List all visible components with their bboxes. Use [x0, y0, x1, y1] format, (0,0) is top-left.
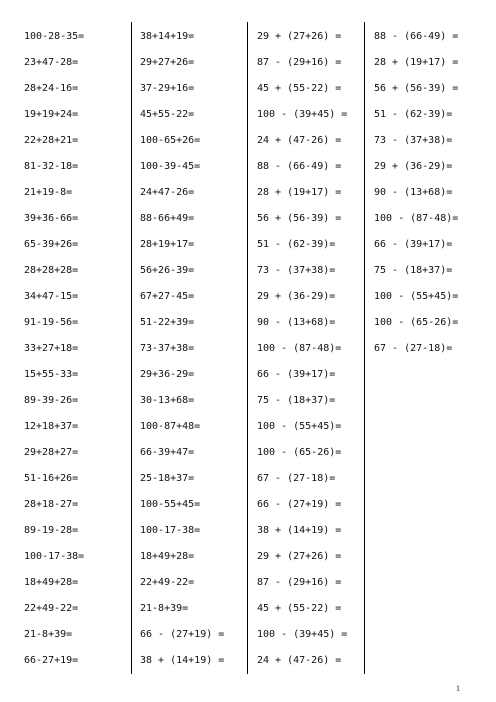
arithmetic-problem: 28+24-16=: [24, 83, 79, 94]
arithmetic-problem: 100 - (65-26)=: [374, 317, 459, 328]
arithmetic-problem: 51 - (62-39)=: [374, 109, 453, 120]
arithmetic-problem: 100-17-38=: [24, 551, 85, 562]
arithmetic-problem: 87 - (29+16) =: [257, 577, 342, 588]
problem-column-1: [24, 24, 84, 674]
arithmetic-problem: 29+28+27=: [24, 447, 79, 458]
arithmetic-problem: 12+18+37=: [24, 421, 79, 432]
arithmetic-problem: 51 - (62-39)=: [257, 239, 336, 250]
arithmetic-problem: 66-39+47=: [140, 447, 195, 458]
arithmetic-problem: 28+28+28=: [24, 265, 79, 276]
arithmetic-problem: 28+18-27=: [24, 499, 79, 510]
arithmetic-problem: 38+14+19=: [140, 31, 195, 42]
arithmetic-problem: 66 - (39+17)=: [257, 369, 336, 380]
arithmetic-problem: 66 - (39+17)=: [374, 239, 453, 250]
arithmetic-problem: 33+27+18=: [24, 343, 79, 354]
arithmetic-problem: 51-16+26=: [24, 473, 79, 484]
problem-column-4: [374, 24, 458, 362]
arithmetic-problem: 100 - (39+45) =: [257, 109, 348, 120]
arithmetic-problem: 15+55-33=: [24, 369, 79, 380]
arithmetic-problem: 24+47-26=: [140, 187, 195, 198]
arithmetic-problem: 45 + (55-22) =: [257, 83, 342, 94]
page-number: 1: [456, 684, 460, 693]
arithmetic-problem: 29 + (27+26) =: [257, 551, 342, 562]
arithmetic-problem: 100-17-38=: [140, 525, 201, 536]
arithmetic-problem: 66 - (27+19) =: [140, 629, 225, 640]
arithmetic-problem: 67+27-45=: [140, 291, 195, 302]
arithmetic-problem: 24 + (47-26) =: [257, 655, 342, 666]
arithmetic-problem: 39+36-66=: [24, 213, 79, 224]
arithmetic-problem: 100 - (65-26)=: [257, 447, 342, 458]
arithmetic-problem: 23+47-28=: [24, 57, 79, 68]
arithmetic-problem: 100 - (87-48)=: [374, 213, 459, 224]
arithmetic-problem: 28 + (19+17) =: [257, 187, 342, 198]
arithmetic-problem: 90 - (13+68)=: [374, 187, 453, 198]
arithmetic-problem: 34+47-15=: [24, 291, 79, 302]
arithmetic-problem: 29 + (27+26) =: [257, 31, 342, 42]
arithmetic-problem: 100-87+48=: [140, 421, 201, 432]
arithmetic-problem: 67 - (27-18)=: [257, 473, 336, 484]
arithmetic-problem: 91-19-56=: [24, 317, 79, 328]
arithmetic-problem: 73-37+38=: [140, 343, 195, 354]
arithmetic-problem: 38 + (14+19) =: [140, 655, 225, 666]
arithmetic-problem: 30-13+68=: [140, 395, 195, 406]
arithmetic-problem: 51-22+39=: [140, 317, 195, 328]
arithmetic-problem: 56 + (56-39) =: [374, 83, 459, 94]
arithmetic-problem: 73 - (37+38)=: [374, 135, 453, 146]
arithmetic-problem: 100-65+26=: [140, 135, 201, 146]
column-divider: [247, 22, 248, 674]
arithmetic-problem: 29 + (36-29)=: [257, 291, 336, 302]
arithmetic-problem: 38 + (14+19) =: [257, 525, 342, 536]
arithmetic-problem: 21-8+39=: [24, 629, 73, 640]
arithmetic-problem: 81-32-18=: [24, 161, 79, 172]
arithmetic-problem: 18+49+28=: [24, 577, 79, 588]
arithmetic-problem: 22+49-22=: [140, 577, 195, 588]
column-divider: [131, 22, 132, 674]
arithmetic-problem: 100 - (87-48)=: [257, 343, 342, 354]
arithmetic-problem: 73 - (37+38)=: [257, 265, 336, 276]
arithmetic-problem: 28 + (19+17) =: [374, 57, 459, 68]
arithmetic-problem: 56+26-39=: [140, 265, 195, 276]
arithmetic-problem: 89-19-28=: [24, 525, 79, 536]
arithmetic-problem: 29+36-29=: [140, 369, 195, 380]
arithmetic-problem: 22+28+21=: [24, 135, 79, 146]
arithmetic-problem: 56 + (56-39) =: [257, 213, 342, 224]
arithmetic-problem: 100 - (55+45)=: [374, 291, 459, 302]
arithmetic-problem: 66-27+19=: [24, 655, 79, 666]
arithmetic-problem: 45 + (55-22) =: [257, 603, 342, 614]
arithmetic-problem: 19+19+24=: [24, 109, 79, 120]
arithmetic-problem: 88 - (66-49) =: [374, 31, 459, 42]
arithmetic-problem: 65-39+26=: [24, 239, 79, 250]
arithmetic-problem: 45+55-22=: [140, 109, 195, 120]
arithmetic-problem: 100 - (55+45)=: [257, 421, 342, 432]
arithmetic-problem: 100-39-45=: [140, 161, 201, 172]
arithmetic-problem: 100 - (39+45) =: [257, 629, 348, 640]
arithmetic-problem: 25-18+37=: [140, 473, 195, 484]
arithmetic-problem: 21+19-8=: [24, 187, 73, 198]
arithmetic-problem: 87 - (29+16) =: [257, 57, 342, 68]
arithmetic-problem: 18+49+28=: [140, 551, 195, 562]
arithmetic-problem: 88-66+49=: [140, 213, 195, 224]
arithmetic-problem: 66 - (27+19) =: [257, 499, 342, 510]
arithmetic-problem: 90 - (13+68)=: [257, 317, 336, 328]
arithmetic-problem: 29 + (36-29)=: [374, 161, 453, 172]
arithmetic-problem: 100-55+45=: [140, 499, 201, 510]
arithmetic-problem: 75 - (18+37)=: [374, 265, 453, 276]
arithmetic-problem: 21-8+39=: [140, 603, 189, 614]
column-divider: [364, 22, 365, 674]
arithmetic-problem: 67 - (27-18)=: [374, 343, 453, 354]
arithmetic-problem: 88 - (66-49) =: [257, 161, 342, 172]
arithmetic-problem: 89-39-26=: [24, 395, 79, 406]
arithmetic-problem: 37-29+16=: [140, 83, 195, 94]
arithmetic-problem: 75 - (18+37)=: [257, 395, 336, 406]
problem-column-3: [257, 24, 347, 674]
arithmetic-problem: 24 + (47-26) =: [257, 135, 342, 146]
arithmetic-problem: 100-28-35=: [24, 31, 85, 42]
arithmetic-problem: 28+19+17=: [140, 239, 195, 250]
arithmetic-problem: 22+49-22=: [24, 603, 79, 614]
arithmetic-problem: 29+27+26=: [140, 57, 195, 68]
problem-column-2: [140, 24, 224, 674]
